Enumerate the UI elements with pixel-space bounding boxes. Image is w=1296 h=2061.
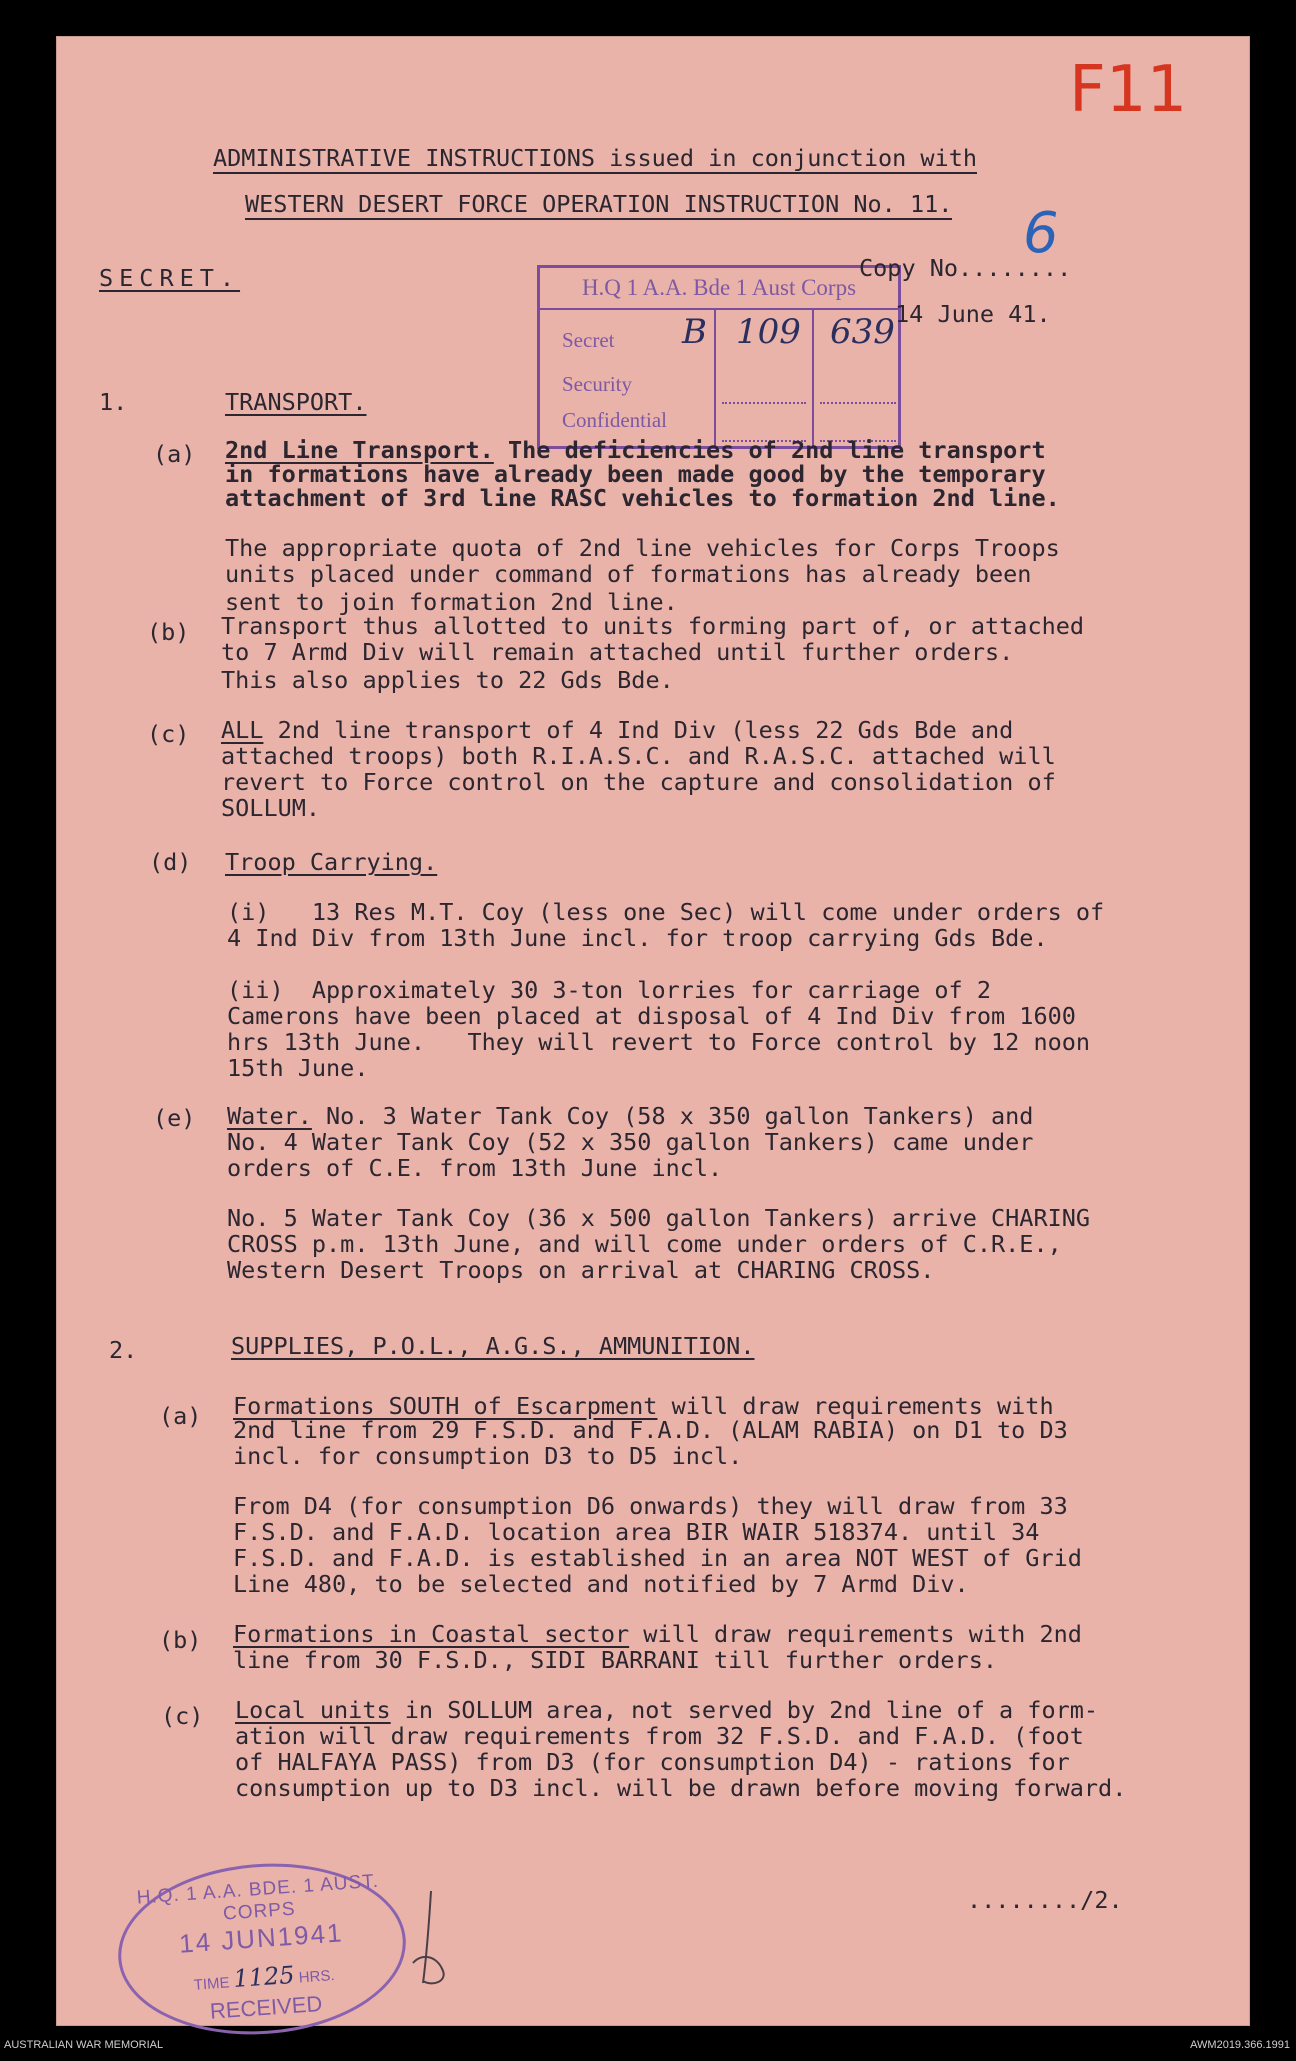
paragraph-line: hrs 13th June. They will revert to Force control by 12 noon xyxy=(227,1028,1091,1056)
classification-label: SECRET. xyxy=(99,264,241,292)
paragraph-line: (ii) Approximately 30 3-ton lorries for carriage of 2 xyxy=(227,976,992,1004)
paragraph-line: No. 4 Water Tank Coy (52 x 350 gallon Tankers) came under xyxy=(227,1128,1034,1156)
document-page xyxy=(56,36,1250,2026)
section-heading: TRANSPORT. xyxy=(225,388,367,416)
paragraph-line xyxy=(221,717,1013,744)
registry-row-label: Confidential xyxy=(562,408,667,432)
item-marker: (d) xyxy=(149,848,192,876)
registry-row-label: Security xyxy=(562,372,632,396)
paragraph-line: units placed under command of formations has already been xyxy=(225,560,1032,588)
paragraph-line: SOLLUM. xyxy=(221,794,321,822)
item-text: will draw requirements with 2nd xyxy=(629,1620,1082,1648)
received-stamp-date: 14 JUN1941 xyxy=(178,1917,345,1959)
paragraph-line: revert to Force control on the capture and consolidation of xyxy=(221,768,1056,796)
item-text: in SOLLUM area, not served by 2nd line of a form- xyxy=(390,1696,1099,1724)
item-heading: Local units xyxy=(235,1696,391,1724)
paragraph-line: CROSS p.m. 13th June, and will come under orders of C.R.E., xyxy=(227,1230,1062,1258)
received-stamp-unit: H.Q. 1 A.A. BDE. 1 AUST. CORPS xyxy=(136,1870,380,1925)
paragraph-line: in formations have already been made good by the temporary xyxy=(225,460,1046,488)
footer-catalogue-number: AWM2019.366.1991 xyxy=(1190,2039,1290,2051)
paragraph-line: 2nd line from 29 F.S.D. and F.A.D. (ALAM RABIA) on D1 to D3 xyxy=(233,1416,1068,1444)
received-stamp-time-label: TIME xyxy=(193,1974,231,1994)
item-marker: (e) xyxy=(153,1104,196,1132)
paragraph-line: to 7 Armd Div will remain attached until further orders. xyxy=(221,638,1014,666)
item-marker: (c) xyxy=(147,720,190,748)
item-text: will draw requirements with xyxy=(657,1392,1054,1420)
registry-entry-letter: B xyxy=(682,312,707,352)
paragraph-line: Camerons have been placed at disposal of 4 Ind Div from 1600 xyxy=(227,1002,1076,1030)
paragraph-line: line from 30 F.S.D., SIDI BARRANI till further orders. xyxy=(233,1646,998,1674)
item-heading: ALL xyxy=(221,716,264,744)
paragraph-line: 15th June. xyxy=(227,1054,369,1082)
registry-row-label: Secret xyxy=(562,328,615,352)
section-heading: SUPPLIES, P.O.L., A.G.S., AMMUNITION. xyxy=(231,1332,755,1360)
paragraph-line: F.S.D. and F.A.D. location area BIR WAIR 518374. until 34 xyxy=(233,1518,1040,1546)
paragraph-line: (i) 13 Res M.T. Coy (less one Sec) will come under orders of xyxy=(227,898,1105,926)
registry-stamp xyxy=(537,265,901,449)
section-number: 2. xyxy=(109,1336,138,1364)
paragraph-line: of HALFAYA PASS) from D3 (for consumption D4) - rations for xyxy=(235,1748,1070,1776)
paragraph-line: sent to join formation 2nd line. xyxy=(225,588,678,616)
registry-entry-number: 109 xyxy=(736,312,801,352)
item-marker: (b) xyxy=(159,1626,202,1654)
item-heading: Formations SOUTH of Escarpment xyxy=(233,1392,658,1420)
continuation-marker: ......../2. xyxy=(967,1886,1123,1914)
paragraph-line: attachment of 3rd line RASC vehicles to formation 2nd line. xyxy=(225,484,1060,512)
item-marker: (b) xyxy=(147,618,190,646)
item-marker: (a) xyxy=(159,1402,202,1430)
item-text: 2nd line transport of 4 Ind Div (less 22 Gds Bde and xyxy=(263,716,1014,744)
item-heading: 2nd Line Transport. xyxy=(225,436,494,464)
item-heading: Water. xyxy=(227,1102,312,1130)
registry-entry-number: 639 xyxy=(830,312,895,352)
item-text: No. 3 Water Tank Coy (58 x 350 gallon Tankers) and xyxy=(311,1102,1034,1130)
paragraph-line xyxy=(235,1697,1098,1724)
item-heading: Formations in Coastal sector xyxy=(233,1620,630,1648)
item-marker: (a) xyxy=(153,440,196,468)
paragraph-line: attached troops) both R.I.A.S.C. and R.A.S.C. attached will xyxy=(221,742,1056,770)
file-reference-mark: F11 xyxy=(1069,53,1188,127)
item-heading: Troop Carrying. xyxy=(225,848,438,876)
paragraph-line xyxy=(233,1621,1082,1648)
received-stamp-hrs-label: HRS. xyxy=(298,1967,336,1987)
paragraph-line: ation will draw requirements from 32 F.S.D. and F.A.D. (foot xyxy=(235,1722,1084,1750)
paragraph-line: The appropriate quota of 2nd line vehicles for Corps Troops xyxy=(225,534,1060,562)
paragraph-line: F.S.D. and F.A.D. is established in an area NOT WEST of Grid xyxy=(233,1544,1082,1572)
paragraph-line: Transport thus allotted to units forming part of, or attached xyxy=(221,612,1085,640)
paragraph-line: Western Desert Troops on arrival at CHARING CROSS. xyxy=(227,1256,935,1284)
copy-number-label: Copy No........ xyxy=(859,254,1072,282)
paragraph-line: incl. for consumption D3 to D5 incl. xyxy=(233,1442,743,1470)
paragraph-line: consumption up to D3 incl. will be drawn before moving forward. xyxy=(235,1774,1127,1802)
footer-institution: AUSTRALIAN WAR MEMORIAL xyxy=(4,2039,164,2051)
copy-number-handwritten: 6 xyxy=(1023,201,1059,266)
registry-dotted-line xyxy=(820,402,896,404)
paragraph-line: Line 480, to be selected and notified by 7 Armd Div. xyxy=(233,1570,969,1598)
paragraph-line: 4 Ind Div from 13th June incl. for troop carrying Gds Bde. xyxy=(227,924,1048,952)
received-stamp-status: RECEIVED xyxy=(209,1990,324,2024)
received-stamp-time-value: 1125 xyxy=(232,1960,296,1994)
paragraph-line: orders of C.E. from 13th June incl. xyxy=(227,1154,723,1182)
paragraph-line: No. 5 Water Tank Coy (36 x 500 gallon Tankers) arrive CHARING xyxy=(227,1204,1091,1232)
registry-stamp-header: H.Q 1 A.A. Bde 1 Aust Corps xyxy=(540,268,898,310)
item-marker: (c) xyxy=(161,1702,204,1730)
title-line-2: WESTERN DESERT FORCE OPERATION INSTRUCTION No. 11. xyxy=(245,190,953,218)
section-number: 1. xyxy=(99,388,128,416)
document-date: 14 June 41. xyxy=(895,300,1051,328)
paragraph-line xyxy=(227,1103,1033,1130)
paragraph-line: From D4 (for consumption D6 onwards) they will draw from 33 xyxy=(233,1492,1068,1520)
item-text: The deficiencies of 2nd line transport xyxy=(493,436,1046,464)
title-line-1: ADMINISTRATIVE INSTRUCTIONS issued in conjunction with xyxy=(213,144,978,172)
paragraph-line: This also applies to 22 Gds Bde. xyxy=(221,666,674,694)
registry-dotted-line xyxy=(722,402,806,404)
